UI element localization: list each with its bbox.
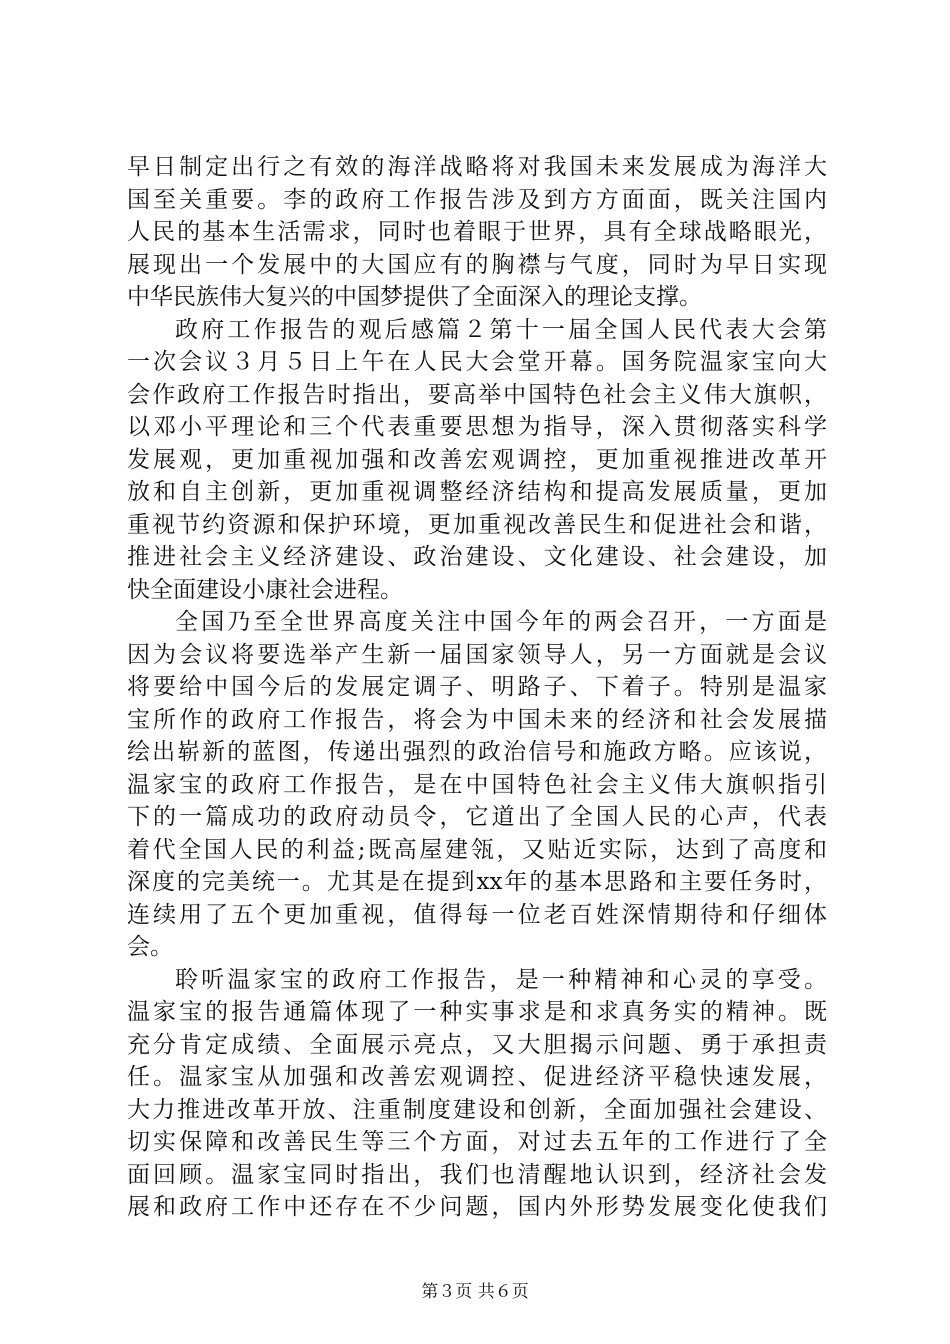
- text-line: 展现出一个发展中的大国应有的胸襟与气度，同时为早日实现: [127, 251, 827, 278]
- text-line: 着代全国人民的利益;既高屋建瓴，又贴近实际，达到了高度和: [127, 836, 827, 863]
- text-line: 将要给中国今后的发展定调子、明路子、下着子。特别是温家: [127, 674, 827, 700]
- text-line: 切实保障和改善民生等三个方面，对过去五年的工作进行了全: [127, 1129, 827, 1155]
- text-line: 会。: [127, 934, 173, 960]
- text-line: 以邓小平理论和三个代表重要思想为指导，深入贯彻落实科学: [127, 414, 827, 440]
- text-line: 早日制定出行之有效的海洋战略将对我国未来发展成为海洋大: [127, 154, 827, 180]
- text-line: 大力推进改革开放、注重制度建设和创新，全面加强社会建设、: [127, 1096, 827, 1123]
- text-line: 全国乃至全世界高度关注中国今年的两会召开，一方面是: [175, 609, 827, 635]
- text-line: 推进社会主义经济建设、政治建设、文化建设、社会建设，加: [127, 544, 827, 570]
- text-line: 连续用了五个更加重视，值得每一位老百姓深情期待和仔细体: [127, 901, 827, 928]
- text-line: 聆听温家宝的政府工作报告，是一种精神和心灵的享受。: [175, 966, 827, 993]
- page-footer: 第３页 共６页: [421, 1282, 529, 1302]
- text-line: 充分肯定成绩、全面展示亮点，又大胆揭示问题、勇于承担责: [127, 1031, 827, 1058]
- text-line: 深度的完美统一。尤其是在提到xx年的基本思路和主要任务时，: [127, 869, 827, 895]
- text-line: 一次会议３月５日上午在人民大会堂开幕。国务院温家宝向大: [127, 349, 827, 375]
- text-line: 展和政府工作中还存在不少问题，国内外形势发展变化使我们: [127, 1194, 827, 1220]
- text-line: 温家宝的政府工作报告，是在中国特色社会主义伟大旗帜指引: [127, 771, 827, 798]
- text-line: 中华民族伟大复兴的中国梦提供了全面深入的理论支撑。: [127, 284, 702, 310]
- text-line: 绘出崭新的蓝图，传递出强烈的政治信号和施政方略。应该说，: [127, 739, 827, 765]
- text-line: 会作政府工作报告时指出，要高举中国特色社会主义伟大旗帜，: [127, 381, 827, 408]
- text-line: 因为会议将要选举产生新一届国家领导人，另一方面就是会议: [127, 641, 827, 668]
- text-line: 政府工作报告的观后感篇２第十一届全国人民代表大会第: [175, 316, 827, 343]
- text-line: 国至关重要。李的政府工作报告涉及到方方面面，既关注国内: [127, 186, 827, 213]
- text-line: 面回顾。温家宝同时指出，我们也清醒地认识到，经济社会发: [127, 1161, 827, 1188]
- text-line: 宝所作的政府工作报告，将会为中国未来的经济和社会发展描: [127, 706, 827, 733]
- text-line: 快全面建设小康社会进程。: [127, 576, 403, 603]
- text-line: 下的一篇成功的政府动员令，它道出了全国人民的心声，代表: [127, 804, 827, 830]
- text-line: 重视节约资源和保护环境，更加重视改善民生和促进社会和谐，: [127, 511, 827, 538]
- text-line: 温家宝的报告通篇体现了一种实事求是和求真务实的精神。既: [127, 999, 827, 1025]
- document-body: [127, 151, 827, 1224]
- text-line: 发展观，更加重视加强和改善宏观调控，更加重视推进改革开: [127, 446, 827, 473]
- text-line: 人民的基本生活需求，同时也着眼于世界，具有全球战略眼光，: [127, 219, 827, 245]
- text-line: 放和自主创新，更加重视调整经济结构和提高发展质量，更加: [127, 479, 827, 505]
- text-line: 任。温家宝从加强和改善宏观调控、促进经济平稳快速发展，: [127, 1064, 827, 1090]
